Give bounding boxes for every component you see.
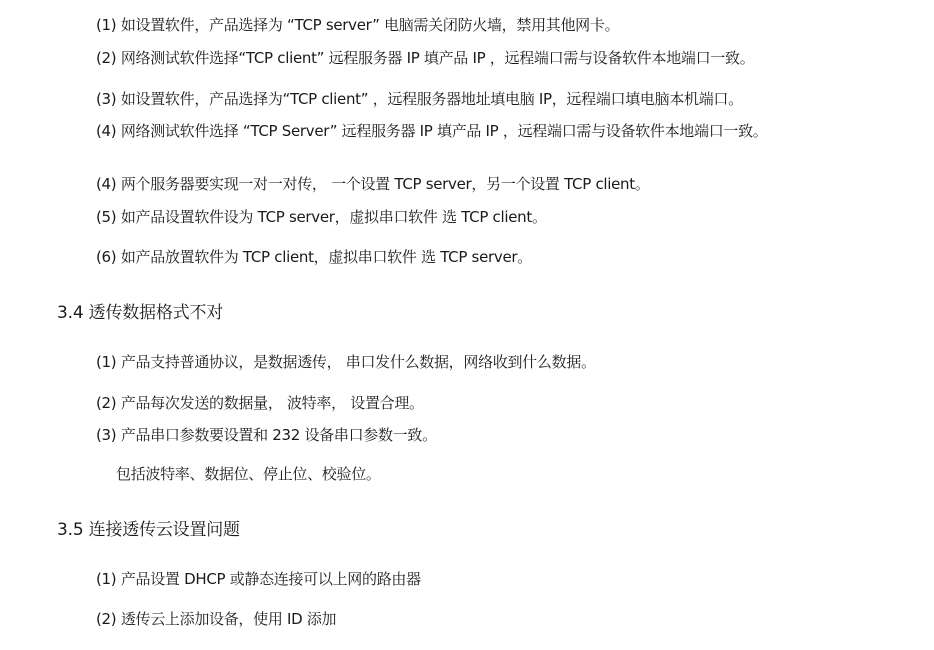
paragraph-line: (4) 两个服务器要实现一对一对传， 一个设置 TCP server，另一个设置 TCP client。 [96,175,650,193]
paragraph-line: (1) 如设置软件，产品选择为 “TCP server” 电脑需关闭防火墙，禁用其他网卡。 [96,16,620,34]
section-heading-3-5: 3.5 连接透传云设置问题 [57,520,240,540]
section-heading-3-4: 3.4 透传数据格式不对 [57,303,224,323]
list-item-detail: 包括波特率、数据位、停止位、校验位。 [116,465,381,483]
paragraph-line: (6) 如产品放置软件为 TCP client，虚拟串口软件 选 TCP server。 [96,248,532,266]
paragraph-line: (3) 如设置软件，产品选择为“TCP client” ，远程服务器地址填电脑 IP，远程端口填电脑本机端口。 [96,90,743,108]
paragraph-line: (5) 如产品设置软件设为 TCP server，虚拟串口软件 选 TCP client。 [96,208,547,226]
list-item: (1) 产品支持普通协议，是数据透传， 串口发什么数据，网络收到什么数据。 [96,353,596,371]
list-item: (2) 透传云上添加设备，使用 ID 添加 [96,610,337,628]
list-item: (3) 产品串口参数要设置和 232 设备串口参数一致。 [96,426,437,444]
list-item: (1) 产品设置 DHCP 或静态连接可以上网的路由器 [96,570,421,588]
list-item: (2) 产品每次发送的数据量， 波特率， 设置合理。 [96,394,424,412]
paragraph-line: (4) 网络测试软件选择 “TCP Server” 远程服务器 IP 填产品 IP ，远程端口需与设备软件本地端口一致。 [96,122,768,140]
paragraph-line: (2) 网络测试软件选择“TCP client” 远程服务器 IP 填产品 IP ，远程端口需与设备软件本地端口一致。 [96,49,755,67]
